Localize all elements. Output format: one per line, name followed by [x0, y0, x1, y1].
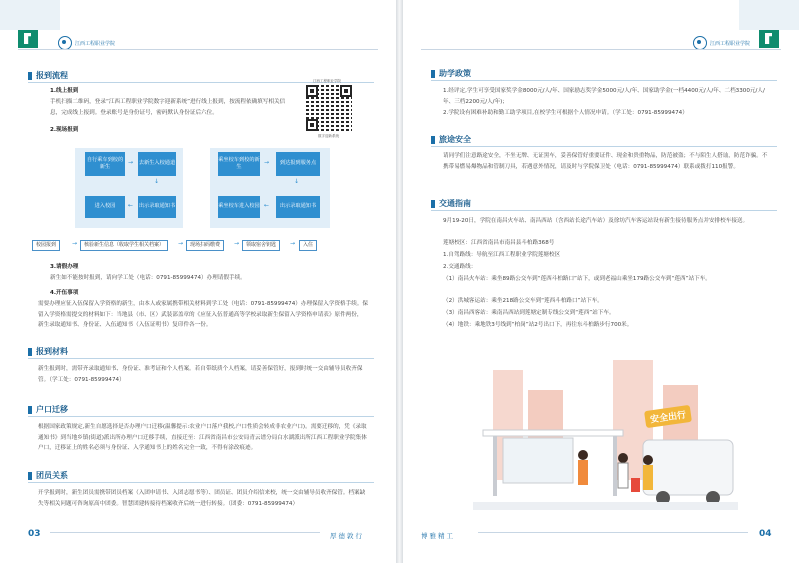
subheading: 4.开伍事项	[50, 290, 79, 296]
school-logo	[693, 36, 750, 50]
section-title	[28, 404, 68, 415]
section-rule	[431, 146, 777, 147]
person	[618, 453, 628, 463]
section-title	[431, 198, 471, 209]
qr-finder	[340, 85, 352, 97]
footer-rule	[478, 532, 748, 533]
qr-caption: 江西工程职业学院	[313, 79, 341, 83]
section-rule	[431, 80, 777, 81]
corner-decoration	[739, 0, 799, 30]
flow-box: 出示录取通知书	[138, 196, 176, 218]
route-item: （4）地铁：乘地铁3号线到“柏岗”站2号出口下，再往东斗柏路步行700米。	[443, 322, 633, 328]
section-title	[431, 68, 471, 79]
section-title	[431, 134, 471, 145]
section-rule	[28, 416, 374, 417]
arrow-right-icon: →	[290, 240, 296, 247]
qr-finder	[306, 85, 318, 97]
person	[643, 455, 653, 465]
section-title	[28, 346, 68, 357]
section-title-text: 助学政策	[439, 69, 471, 78]
paragraph: 2.交通路线：	[443, 264, 477, 270]
shelter-post	[613, 436, 617, 496]
section-tab-icon	[18, 30, 38, 48]
bus	[643, 440, 733, 495]
paragraph: 开学报到时，新生团员需携带团员档案（入团申请书、入团志愿书等）、团员证、团员介绍信来校，统一交由辅导员收齐保管。档案缺失等相关问题可咨询原高中团委。智慧团建转接待档案收齐后统一进行转接。（团委：0791-85999474）	[38, 490, 366, 507]
suitcase	[631, 478, 640, 492]
section-marker-icon	[431, 136, 435, 144]
shelter-roof	[483, 430, 623, 436]
step-chip: 现场扫码缴费	[186, 240, 224, 251]
paragraph: 手机扫描二维码，登录“江西工程职业学院数字迎新系统”进行线上报到，按流程依确填写相关信息，完成线上报到。登录账号是身份证号，密码默认身份证后六位。	[50, 99, 286, 116]
page-number: 03	[28, 529, 41, 539]
footer-slogan: 厚德敦行	[330, 532, 364, 540]
qr-finder	[306, 119, 318, 131]
shelter-post	[493, 436, 497, 496]
footer-slogan: 博雅精工	[421, 532, 455, 540]
route-item: （3）南昌西客站：乘南昌西站到莲塘定制专线公交到“莲西”站下车。	[443, 310, 615, 316]
header-rule	[18, 49, 378, 50]
section-title-text: 报到流程	[36, 71, 68, 80]
section-marker-icon	[431, 200, 435, 208]
subheading: 2.现场报到	[50, 127, 79, 133]
person	[643, 465, 653, 490]
qr-caption: 数字迎新系统	[318, 134, 339, 138]
paragraph: 1.经评定,学生可享受国家奖学金8000元/人/年、国家励志奖学金5000元/人/年、国家助学金(一档4400元/人/年、二档3300元/人/年、三档2200元/人/年)；	[443, 88, 765, 105]
section-marker-icon	[28, 348, 32, 356]
section-tab-icon	[759, 30, 779, 48]
paragraph: 2.学院设有困难补助和勤工助学项目,在校学生可根据个人情况申请。（学工处：0791-85999474）	[443, 110, 688, 116]
bus-stop-illustration	[473, 360, 738, 510]
arrow-right-icon: →	[178, 240, 184, 247]
step-chip: 入住	[299, 240, 317, 251]
section-rule	[28, 482, 374, 483]
flow-box: 乘坐校车进入校园	[218, 196, 260, 218]
header-rule	[421, 49, 781, 50]
section-title-text: 团员关系	[36, 471, 68, 480]
school-name: 江西工程职业学院	[710, 40, 751, 47]
flow-box: 乘坐校车到校的新生	[218, 152, 260, 176]
qr-code[interactable]	[306, 85, 352, 131]
emblem-icon	[693, 36, 707, 50]
safety-sign-text: 安全出行	[649, 410, 687, 426]
paragraph: 1.自驾路线：导航至江西工程职业学院莲塘校区	[443, 252, 561, 258]
step-chip: 校园报到	[32, 240, 60, 251]
flow-box: 出示录取通知书	[276, 196, 320, 218]
paragraph: 请同学们注意路途安全，不坐无牌、无证黑车，妥善保管好重要证件、现金和贵重物品，防范被盗；不与陌生人搭讪，防范诈骗。不携带易燃易爆物品和管制刀具，若遇意外情况，请及时与学院保卫处（电话：0791-85999474）联系或拨打110报警。	[443, 153, 768, 170]
arrow-left-icon: ←	[264, 202, 270, 209]
section-title-text: 交通指南	[439, 199, 471, 208]
arrow-left-icon: ←	[128, 202, 134, 209]
paragraph: 莲塘校区：江西省南昌市南昌县斗柏路368号	[443, 240, 555, 246]
paragraph: 需要办理应征入伍保留入学资格的新生，由本人或家属携带相关材料到学工处（电话：0791-85999474）办理保留入学资格手续。保留入学资格需提交的材料如下：当地县（市、区）武装部盖章的《应征入伍普通高等学校录取新生保留入学资格申请表》原件两份，新生录取通知书、身份证、入伍通知书（入伍证明书）复印件各一份。	[38, 301, 369, 328]
spine-gutter	[396, 0, 403, 563]
paragraph: 新生报到时，需带齐录取通知书、身份证、准考证和个人档案。若自带纸质个人档案，请妥善保管好，报到时统一交由辅导员收齐保管。（学工处：0791-85999474）	[38, 366, 363, 383]
arrow-down-icon: ↓	[154, 178, 160, 185]
ground	[473, 502, 738, 510]
flow-box: 去新生入校通道	[138, 152, 176, 176]
arrow-right-icon: →	[264, 159, 270, 166]
section-title	[28, 470, 68, 481]
subheading: 3.请假办理	[50, 264, 79, 270]
school-logo	[58, 36, 115, 50]
corner-decoration	[0, 0, 60, 30]
person	[578, 460, 588, 485]
paragraph: 根据国家政策规定,新生自愿选择是否办理户口迁移(温馨提示:农业户口落户我校,户口性质会转成非农业户口)。需要迁移的，凭《录取通知书》到当地乡镇(街道)派出所办理户口迁移手续，直接迁至：江西省南昌市公安局青云谱分局白水湖派出所江西工程职业学院集体户口，迁移证上的姓名必须与身份证、入学通知书上的姓名完全一致，不得有涂改痕迹。	[38, 424, 367, 451]
section-marker-icon	[28, 406, 32, 414]
section-rule	[431, 210, 777, 211]
arrow-right-icon: →	[72, 240, 78, 247]
section-marker-icon	[28, 72, 32, 80]
flow-box: 自行乘车到校的新生	[85, 152, 125, 176]
person	[618, 463, 628, 488]
route-item: （2）洪城客运站：乘坐218路公交车到“莲西斗柏路口”站下车。	[443, 298, 603, 304]
section-title-text: 报到材料	[36, 347, 68, 356]
page-number: 04	[759, 529, 772, 539]
right-page	[403, 0, 799, 563]
section-title-text: 户口迁移	[36, 405, 68, 414]
step-chip: 领取宿舍钥匙	[242, 240, 280, 251]
person	[578, 450, 588, 460]
section-marker-icon	[28, 472, 32, 480]
arrow-right-icon: →	[234, 240, 240, 247]
left-page	[0, 0, 396, 563]
section-rule	[28, 358, 374, 359]
emblem-icon	[58, 36, 72, 50]
flow-box: 到达报到服务点	[276, 152, 320, 176]
arrow-right-icon: →	[128, 159, 134, 166]
arrow-down-icon: ↓	[294, 178, 300, 185]
section-title	[28, 70, 68, 81]
flow-box: 进入校园	[85, 196, 125, 218]
step-chip: 核验新生信息（收取学生相关档案）	[80, 240, 168, 251]
subheading: 1.线上报到	[50, 88, 79, 94]
paragraph: 9月19-20日，学院在南昌火车站、南昌西站（含西站长途汽车站）及徐坊汽车客运站设有新生接待服务点并安排校车接送。	[443, 218, 749, 224]
shelter-panel	[503, 438, 573, 483]
paragraph: 新生如不能按时报到，请向学工处（电话：0791-85999474）办理请假手续。	[50, 275, 246, 281]
route-item: （1）南昌火车站：乘坐89路公交车到“莲西斗柏路口”站下，或到老福山乘坐179路公交车到“莲西”站下车。	[443, 276, 711, 282]
footer-rule	[50, 532, 320, 533]
school-name: 江西工程职业学院	[75, 40, 116, 47]
section-title-text: 旅途安全	[439, 135, 471, 144]
section-marker-icon	[431, 70, 435, 78]
